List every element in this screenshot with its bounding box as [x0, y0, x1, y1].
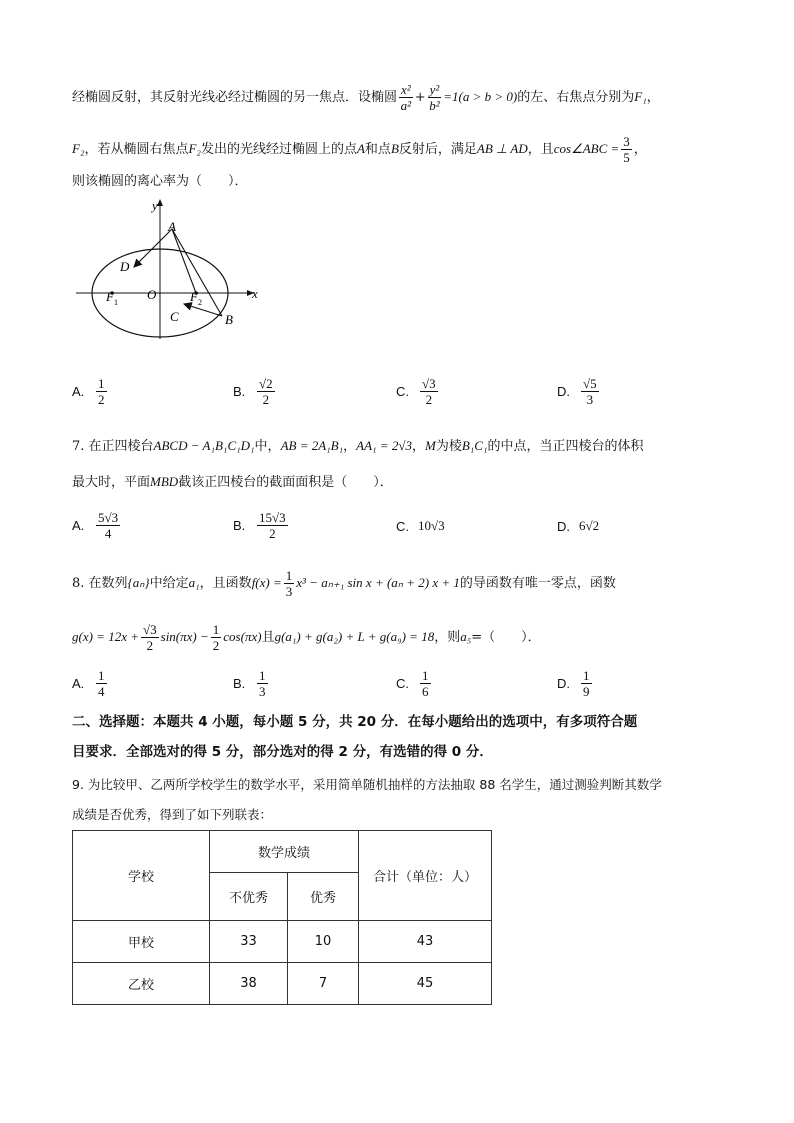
- ellipse-x-fraction: $\frac{\text{x²}}{\text{a²}}$: [400, 82, 412, 113]
- q7-option-c[interactable]: C. 10√3: [396, 518, 445, 534]
- label-f2: F: [190, 289, 198, 304]
- q7-option-a[interactable]: A. $\frac{5√3}{4}$: [72, 510, 119, 541]
- q8-line-1: 8. 在数列{aₙ}中给定a₁，且函数f(x) = $\frac{1}{3}$ x³ − aₙ₊₁ sin x + (aₙ + 2) x + 1的导函数有唯一零点，函数: [72, 568, 616, 599]
- header-score: 数学成绩: [210, 831, 359, 873]
- focus-f1: F₁: [634, 89, 647, 104]
- q6-option-d[interactable]: D. $\frac{√5}{3}$: [557, 376, 597, 407]
- section2-line-1: 二、选择题：本题共 4 小题，每小题 5 分，共 20 分．在每小题给出的选项中，有多项符合题: [72, 714, 638, 730]
- q7-option-d[interactable]: D. 6√2: [557, 518, 600, 534]
- label-a: A: [168, 219, 176, 234]
- q6-text: 经椭圆反射，其反射光线必经过椭圆的另一焦点．设椭圆: [72, 90, 398, 105]
- ray-a-d: [134, 229, 172, 267]
- frustum-name: ABCD − A₁B₁C₁D₁: [153, 438, 255, 453]
- ellipse-condition: =1(a > b > 0): [443, 89, 518, 104]
- label-y: y: [152, 198, 158, 213]
- header-total: 合计（单位：人）: [359, 831, 492, 921]
- q6-option-a[interactable]: A. $\frac{1}{2}$: [72, 376, 105, 407]
- cell-not-excellent: 33: [210, 921, 288, 963]
- q7-line-2: 最大时，平面MBD截该正四棱台的截面面积是（ ）．: [72, 474, 393, 490]
- ray-f2-a: [172, 229, 196, 293]
- cell-total: 43: [359, 921, 492, 963]
- perpendicular-condition: AB ⊥ AD: [476, 141, 528, 156]
- cell-not-excellent: 38: [210, 963, 288, 1005]
- q9-line-1: 9. 为比较甲、乙两所学校学生的数学水平，采用简单随机抽样的方法抽取 88 名学生，通过测验判断其数学: [72, 777, 662, 792]
- contingency-table: [72, 830, 492, 1005]
- q6-option-c[interactable]: C. $\frac{√3}{2}$: [396, 376, 436, 407]
- label-d: D: [120, 259, 130, 274]
- header-not-excellent: 不优秀: [210, 873, 288, 921]
- q6-option-b[interactable]: B. $\frac{√2}{2}$: [233, 376, 273, 407]
- q7-line-1: 7. 在正四棱台ABCD − A₁B₁C₁D₁中，AB = 2A₁B₁，AA₁ = 2√3，M为棱B₁C₁的中点，当正四棱台的体积: [72, 438, 644, 454]
- q8-option-a[interactable]: A. $\frac{1}{4}$: [72, 668, 105, 699]
- cell-school: 甲校: [73, 921, 210, 963]
- ellipse-diagram: [72, 195, 272, 340]
- cell-school: 乙校: [73, 963, 210, 1005]
- section2-line-2: 目要求．全部选对的得 5 分，部分选对的得 2 分，有选错的得 0 分．: [72, 744, 493, 760]
- cos-fraction: $\frac{3}{5}$: [623, 134, 630, 165]
- q8-line-2: g(x) = 12x + $\frac{√3}{2}$ sin(πx) − $\frac{1}{2}$ cos(πx)且g(a₁) + g(a₂) + L + g(a₉) = 18，则a₅=（ ）．: [72, 622, 541, 653]
- q6-line-1: 经椭圆反射，其反射光线必经过椭圆的另一焦点．设椭圆 $\frac{\text{x²}}{\text{a²}}$ + $\frac{\text{y²}}{\text{b²}}$ =1(a > b > 0)的左、右焦点分别为F₁，: [72, 82, 660, 113]
- ellipse-y-fraction: $\frac{\text{y²}}{\text{b²}}$: [429, 82, 440, 113]
- q7-option-b[interactable]: B. $\frac{15√3}{2}$: [233, 510, 286, 541]
- q8-option-c[interactable]: C. $\frac{1}{6}$: [396, 668, 429, 699]
- label-f1-sub: 1: [114, 298, 118, 307]
- header-school: 学校: [73, 831, 210, 921]
- header-excellent: 优秀: [288, 873, 359, 921]
- q8-option-b[interactable]: B. $\frac{1}{3}$: [233, 668, 266, 699]
- label-b: B: [225, 312, 233, 327]
- label-f2-sub: 2: [198, 298, 202, 307]
- q6-line-3: 则该椭圆的离心率为（ ）．: [72, 174, 248, 189]
- cell-total: 45: [359, 963, 492, 1005]
- q8-option-d[interactable]: D. $\frac{1}{9}$: [557, 668, 590, 699]
- table-row: [73, 963, 492, 1005]
- label-c: C: [170, 309, 179, 324]
- cell-excellent: 7: [288, 963, 359, 1005]
- cell-excellent: 10: [288, 921, 359, 963]
- table-row: [73, 921, 492, 963]
- label-o: O: [147, 287, 157, 302]
- q9-line-2: 成绩是否优秀，得到了如下列联表：: [72, 807, 273, 822]
- y-axis-arrow-icon: [157, 199, 163, 206]
- q6-line-2: F₂，若从椭圆右焦点F₂发出的光线经过椭圆上的点A和点B反射后，满足AB ⊥ AD，且cos∠ABC = $\frac{3}{5}$ ，: [72, 134, 647, 165]
- label-f1: F: [106, 289, 114, 304]
- label-x: x: [252, 286, 258, 301]
